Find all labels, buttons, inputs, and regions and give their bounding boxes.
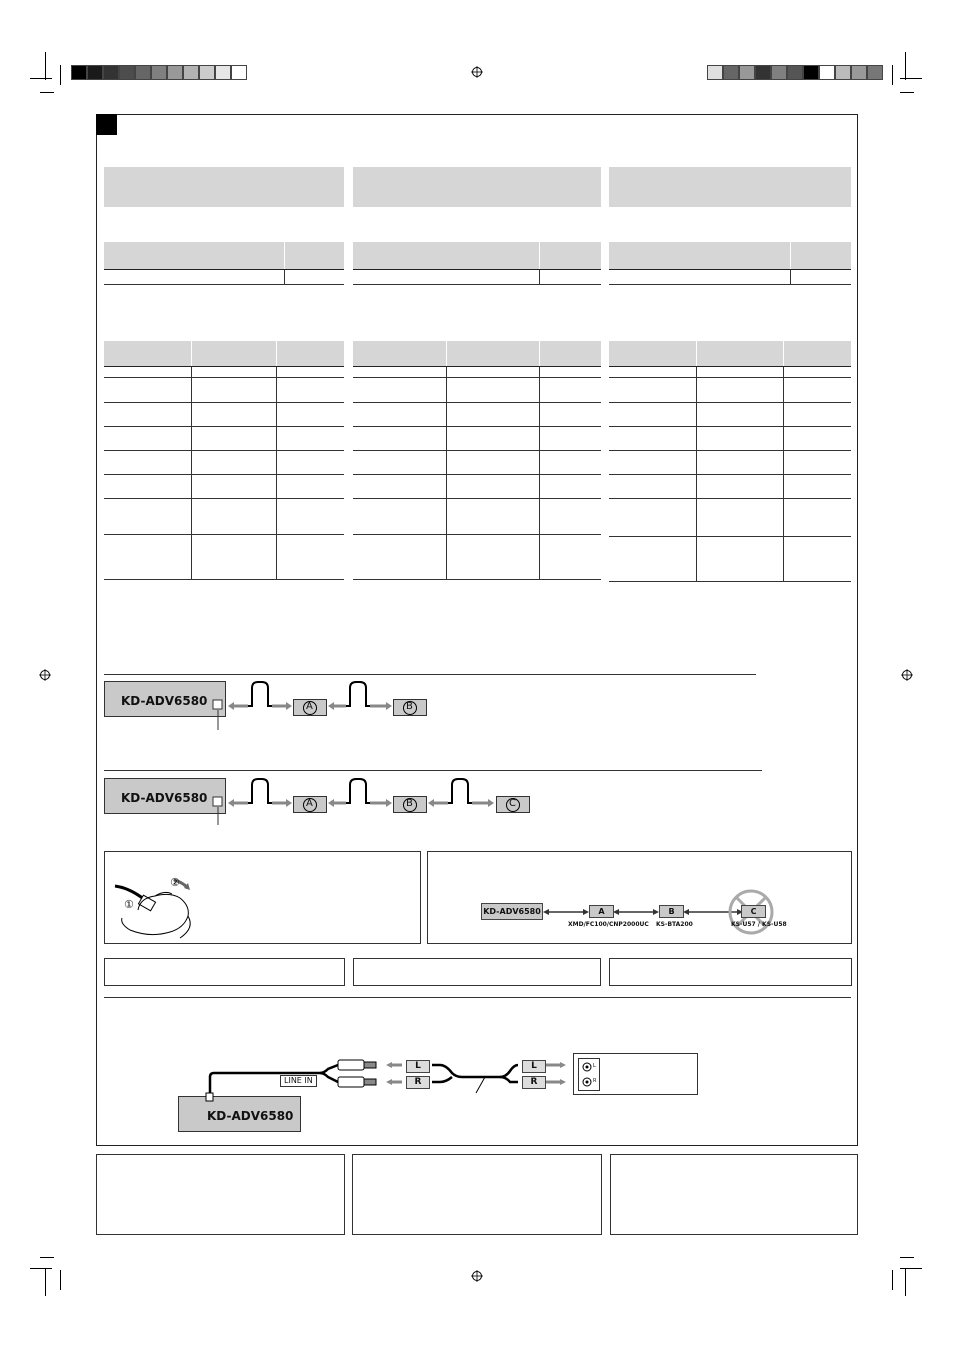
compat-a-label: A [598,907,605,916]
plug-l-left [406,1060,430,1073]
device-b-label-2: B [406,798,413,809]
registration-mark-bottom [471,1270,483,1282]
plug-r-right [522,1076,546,1089]
calibration-swatch [167,65,183,80]
calibration-swatch [87,65,103,80]
calibration-swatch [231,65,247,80]
plug-r-right-label: R [530,1077,538,1087]
step-2-marker: ② [170,876,180,889]
calibration-swatch [103,65,119,80]
calibration-swatch [135,65,151,80]
calibration-swatch [867,65,883,80]
compat-chain [543,904,743,920]
column-header-3 [609,167,851,207]
line-in-label: LINE IN [280,1075,317,1087]
device-b-label-1: B [406,701,413,712]
small-table-1 [104,242,344,285]
plug-l-right-label: L [531,1061,537,1071]
calibration-swatch [739,65,755,80]
plug-r-left [406,1076,430,1089]
calibration-swatch [119,65,135,80]
calibration-swatch [151,65,167,80]
device-c-label-2: C [509,798,516,809]
compat-b-label: B [668,907,675,916]
small-table-2 [353,242,601,285]
large-table-2 [353,341,601,580]
compat-device-b [659,905,684,918]
plug-r-left-label: R [414,1077,422,1087]
external-jack-l [582,1062,592,1072]
compat-c-label: C [750,907,757,916]
footer-box-3 [610,1154,858,1235]
compat-b-models: KS-BTA200 [656,921,693,928]
compat-c-models: KS-U57 / KS-U58 [731,921,787,928]
external-jack-l-label: L [593,1063,596,1069]
note-box-1 [104,958,345,986]
large-table-1 [104,341,344,580]
registration-mark-right [901,669,913,681]
calibration-swatch [835,65,851,80]
footer-box-1 [96,1154,345,1235]
divider-line-in [104,997,851,998]
calibration-swatch [787,65,803,80]
unit-label-line-in: KD-ADV6580 [207,1109,294,1123]
calibration-swatch [771,65,787,80]
compatibility-box [427,851,852,944]
registration-mark-top [471,66,483,78]
calibration-swatch [819,65,835,80]
calibration-swatch [851,65,867,80]
unit-box-1 [104,681,226,717]
note-box-3 [609,958,852,986]
compat-device-a [589,905,614,918]
compat-unit: KD-ADV6580 [481,903,543,920]
unit-label-2: KD-ADV6580 [121,791,208,805]
footer-box-2 [352,1154,602,1235]
unit-label-1: KD-ADV6580 [121,694,208,708]
large-table-3 [609,341,851,582]
small-table-3 [609,242,851,285]
compat-a-models: XMD/FC100/CNP2000UC [568,921,649,928]
calibration-swatch [755,65,771,80]
external-jack-r-label: R [593,1078,597,1084]
step-1-marker: ① [124,898,134,911]
device-a-label-2: A [306,798,313,809]
calibration-swatch [183,65,199,80]
calibration-swatch [215,65,231,80]
divider-diagram-2 [104,770,762,771]
plug-l-left-label: L [415,1061,421,1071]
registration-mark-left [39,669,51,681]
compat-device-c [741,905,766,918]
calibration-swatch [71,65,87,80]
section-marker-block [96,114,117,135]
connection-chain-2 [210,777,500,829]
column-header-2 [353,167,601,207]
external-jack-r [582,1077,592,1087]
plug-l-right [522,1060,546,1073]
calibration-swatch [707,65,723,80]
column-header-1 [104,167,344,207]
note-box-2 [353,958,601,986]
unit-box-2 [104,778,226,814]
calibration-swatch [199,65,215,80]
calibration-swatch [803,65,819,80]
divider-diagram-1 [104,674,756,675]
calibration-swatch [723,65,739,80]
device-a-label-1: A [306,701,313,712]
